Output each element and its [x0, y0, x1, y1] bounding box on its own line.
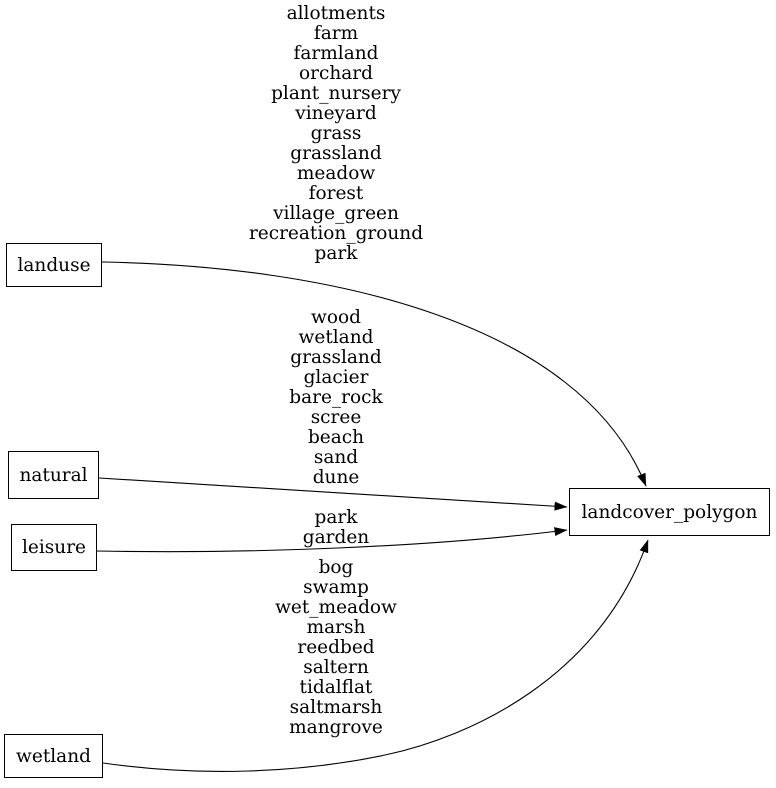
- edge-label-leisure-values: park garden: [302, 507, 370, 548]
- node-landcover-polygon: [569, 488, 770, 536]
- node-landuse: [6, 243, 102, 287]
- edge-label-landuse-values: allotments farm farmland orchard plant_nursery vineyard grass grassland meadow forest village_green recreation_ground park: [248, 3, 424, 264]
- node-wetland: [4, 734, 103, 778]
- edge-label-wetland-values: bog swamp wet_meadow marsh reedbed saltern tidalflat saltmarsh mangrove: [275, 557, 397, 738]
- node-natural-label: natural: [19, 464, 88, 486]
- node-natural: [8, 451, 99, 499]
- node-leisure-label: leisure: [22, 537, 86, 558]
- node-landcover-polygon-label: landcover_polygon: [581, 501, 758, 523]
- node-landuse-label: landuse: [17, 254, 91, 276]
- node-leisure: [11, 524, 97, 571]
- node-wetland-label: wetland: [16, 745, 91, 767]
- edge-label-natural-values: wood wetland grassland glacier bare_rock scree beach sand dune: [289, 307, 383, 488]
